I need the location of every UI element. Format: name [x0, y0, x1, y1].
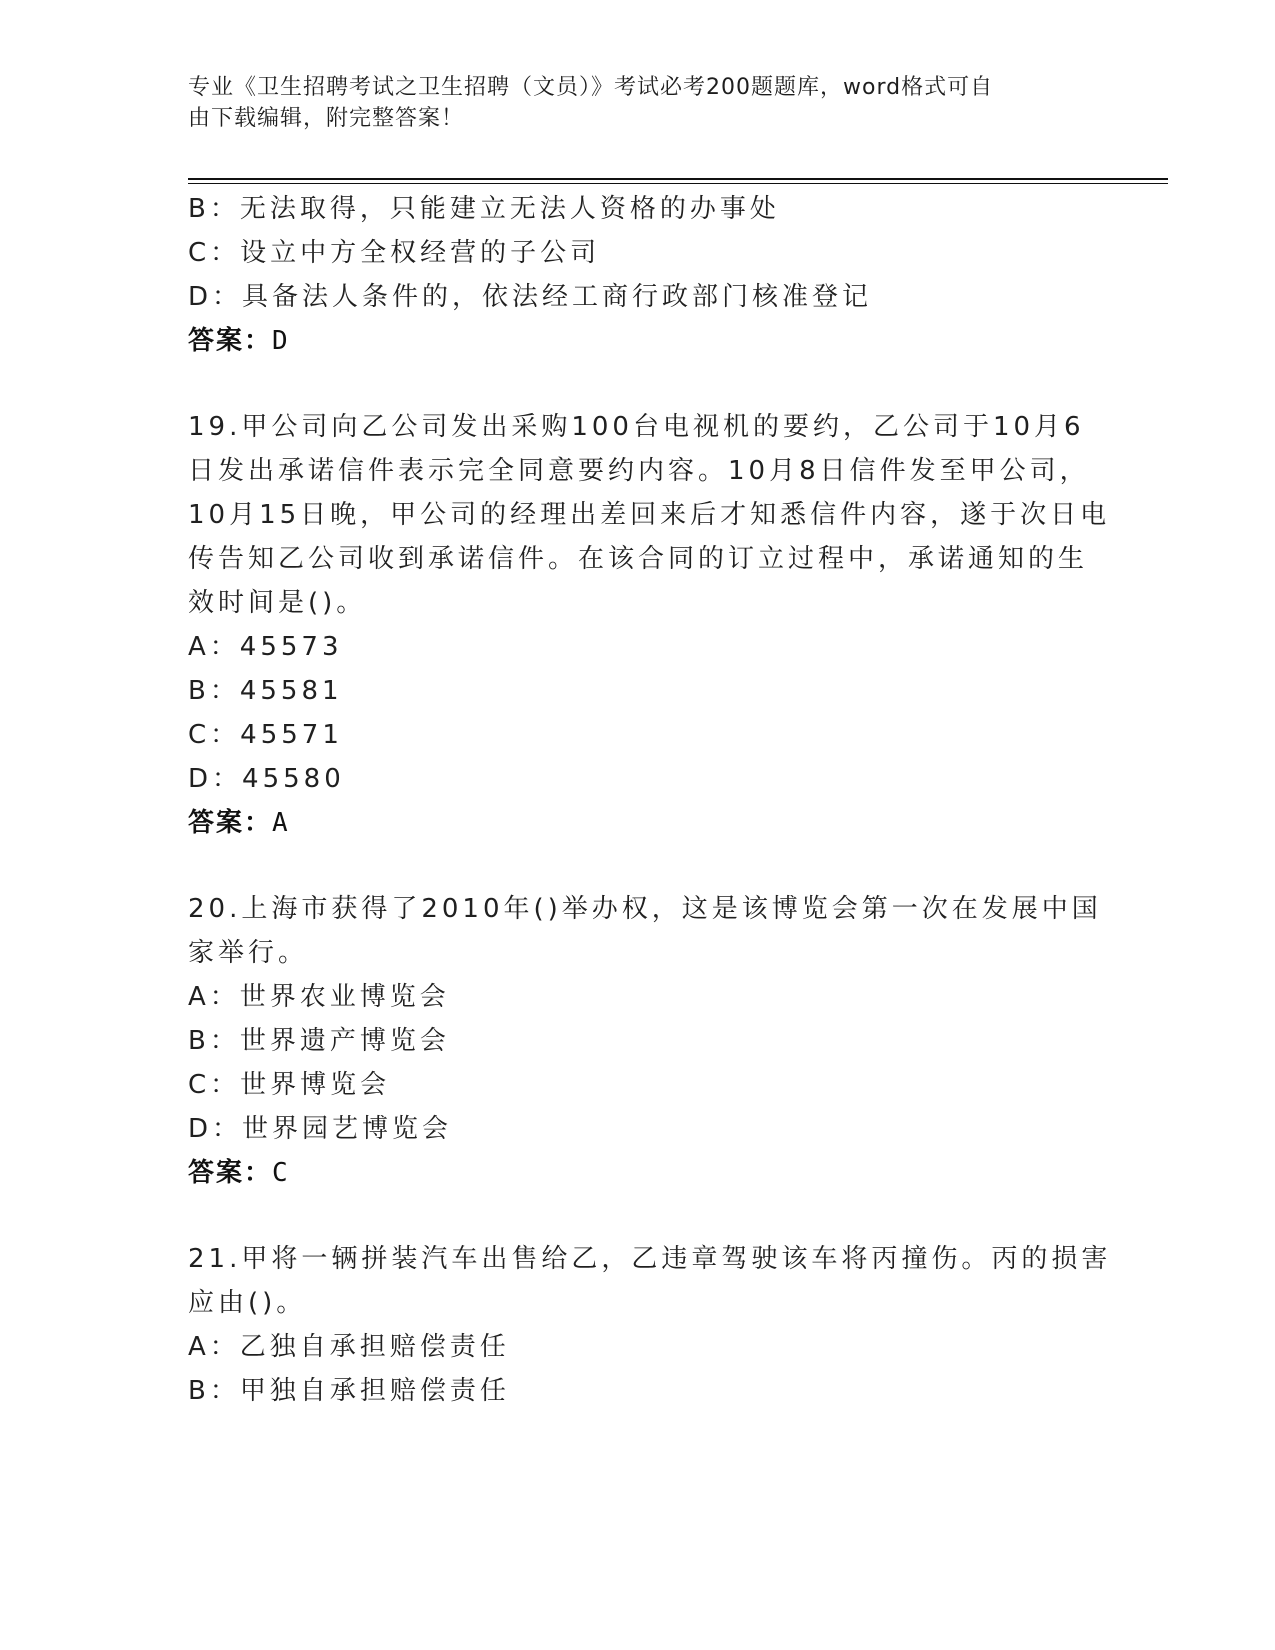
q19-stem-line-5: 效时间是()。	[188, 588, 367, 618]
q19-stem-line-3: 10月15日晚，甲公司的经理出差回来后才知悉信件内容，遂于次日电	[188, 500, 1111, 530]
q21-stem-line-2: 应由()。	[188, 1288, 307, 1318]
answer-label: 答案：	[188, 326, 273, 356]
header-line-2: 由下载编辑，附完整答案！	[188, 106, 465, 131]
q21-stem-line-1: 21.甲将一辆拼装汽车出售给乙，乙违章驾驶该车将丙撞伤。丙的损害	[188, 1244, 1112, 1274]
q19-answer	[188, 802, 288, 839]
answer-label: 答案：	[188, 1158, 273, 1188]
q18-option-d: D：具备法人条件的，依法经工商行政部门核准登记	[188, 282, 873, 312]
header-rule-thick	[188, 178, 1168, 180]
q21-option-a: A：乙独自承担赔偿责任	[188, 1332, 510, 1362]
q19-stem-line-2: 日发出承诺信件表示完全同意要约内容。10月8日信件发至甲公司，	[188, 456, 1090, 486]
q20-stem-line-2: 家举行。	[188, 938, 309, 968]
q20-option-b: B：世界遗产博览会	[188, 1026, 450, 1056]
document-header	[188, 72, 1088, 134]
q20-option-d: D：世界园艺博览会	[188, 1114, 453, 1144]
q20-stem-line-1: 20.上海市获得了2010年()举办权，这是该博览会第一次在发展中国	[188, 894, 1102, 924]
q19-option-d: D：45580	[188, 764, 345, 794]
q20-option-a: A：世界农业博览会	[188, 982, 450, 1012]
q19-option-c: C：45571	[188, 720, 343, 750]
answer-label: 答案：	[188, 808, 273, 838]
answer-value: C	[272, 1158, 288, 1188]
header-rule-thin	[188, 183, 1168, 184]
q19-stem-line-1: 19.甲公司向乙公司发出采购100台电视机的要约，乙公司于10月6	[188, 412, 1085, 442]
q18-option-b: B：无法取得，只能建立无法人资格的办事处	[188, 194, 780, 224]
answer-value: D	[272, 326, 288, 356]
q20-option-c: C：世界博览会	[188, 1070, 391, 1100]
header-line-1: 专业《卫生招聘考试之卫生招聘（文员）》考试必考200题题库，word格式可自	[188, 75, 994, 100]
q20-answer	[188, 1152, 288, 1189]
q18-answer	[188, 320, 288, 357]
q19-option-b: B：45581	[188, 676, 343, 706]
q19-option-a: A：45573	[188, 632, 343, 662]
answer-value: A	[272, 808, 288, 838]
q18-option-c: C：设立中方全权经营的子公司	[188, 238, 601, 268]
q21-option-b: B：甲独自承担赔偿责任	[188, 1376, 510, 1406]
q19-stem-line-4: 传告知乙公司收到承诺信件。在该合同的订立过程中，承诺通知的生	[188, 544, 1089, 574]
